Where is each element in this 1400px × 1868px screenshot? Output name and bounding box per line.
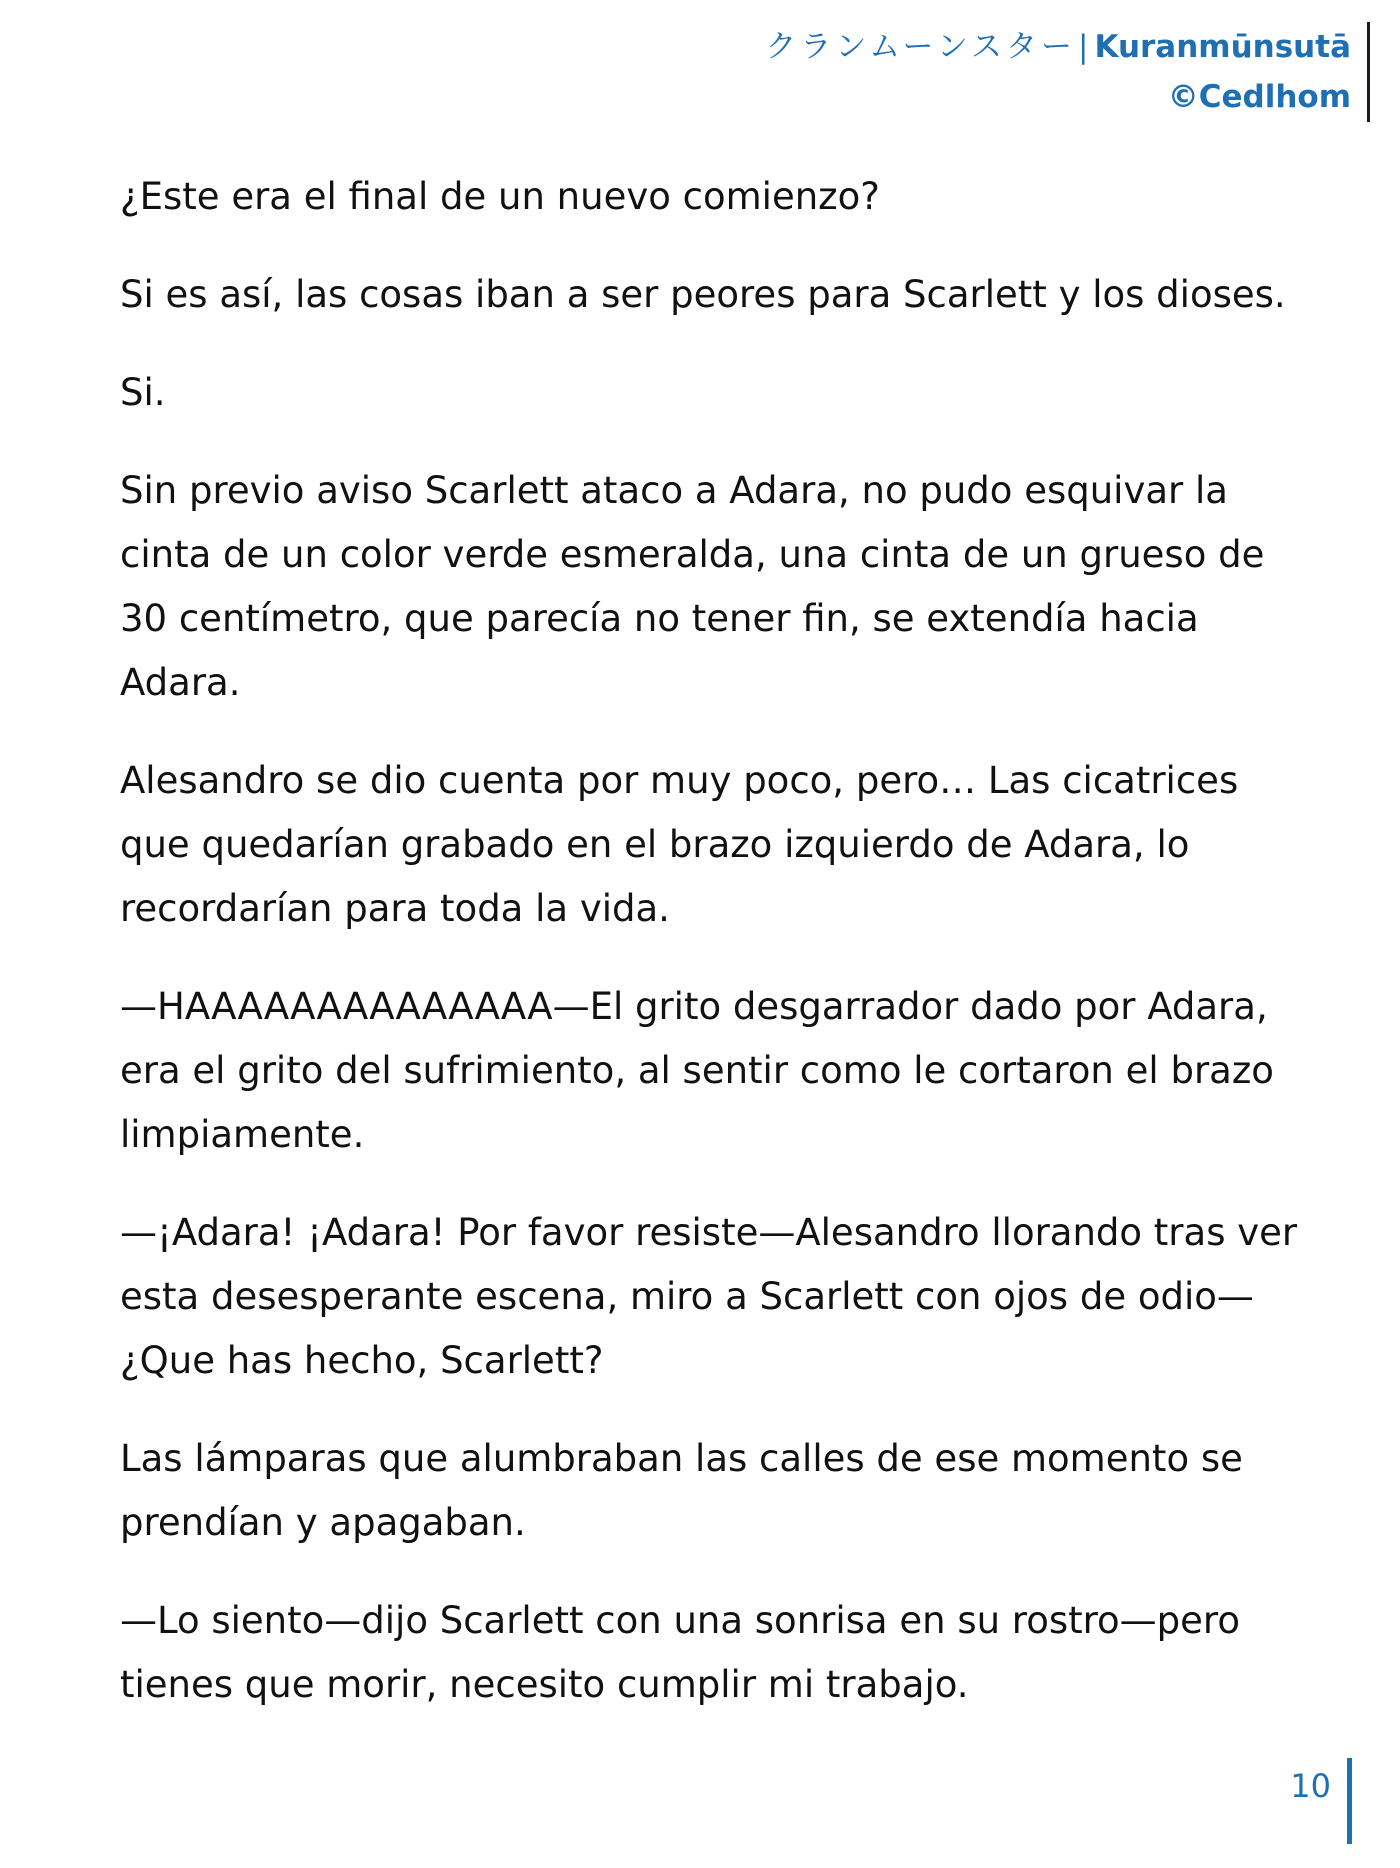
paragraph: ¿Este era el final de un nuevo comienzo? xyxy=(120,175,880,218)
paragraph: Sin previo aviso Scarlett ataco a Adara, no pudo esquivar la cinta de un color verde esmeralda, una cinta de un grueso de 30 centímetro, que parecía no tener fin, se extendía hacia Adara. xyxy=(120,469,1265,704)
paragraph: —¡Adara! ¡Adara! Por favor resiste—Alesandro llorando tras ver esta desesperante escena, miro a Scarlett con ojos de odio—¿Que has hecho, Scarlett? xyxy=(120,1211,1298,1382)
paragraph: Si. xyxy=(120,371,166,414)
paragraph: Las lámparas que alumbraban las calles de ese momento se prendían y apagaban. xyxy=(120,1437,1243,1544)
header-title-line xyxy=(765,22,1351,72)
header-copyright: ©Cedlhom xyxy=(1167,79,1351,115)
paragraph: —Lo siento—dijo Scarlett con una sonrisa en su rostro—pero tienes que morir, necesito cumplir mi trabajo. xyxy=(120,1599,1240,1706)
header-separator: | xyxy=(1078,29,1089,65)
header-japanese-title: クランムーンスター xyxy=(765,29,1077,65)
paragraph: —HAAAAAAAAAAAAAA—El grito desgarrador dado por Adara, era el grito del sufrimiento, al sentir como le cortaron el brazo limpiamente. xyxy=(120,985,1274,1156)
page-header xyxy=(765,22,1370,122)
header-romanized-title: Kuranmūnsutā xyxy=(1094,29,1351,65)
paragraph: Si es así, las cosas iban a ser peores para Scarlett y los dioses. xyxy=(120,273,1286,316)
page-number: 10 xyxy=(1290,1758,1352,1844)
story-body xyxy=(120,165,1310,1751)
paragraph: Alesandro se dio cuenta por muy poco, pero… Las cicatrices que quedarían grabado en el brazo izquierdo de Adara, lo recordarían para toda la vida. xyxy=(120,759,1239,930)
